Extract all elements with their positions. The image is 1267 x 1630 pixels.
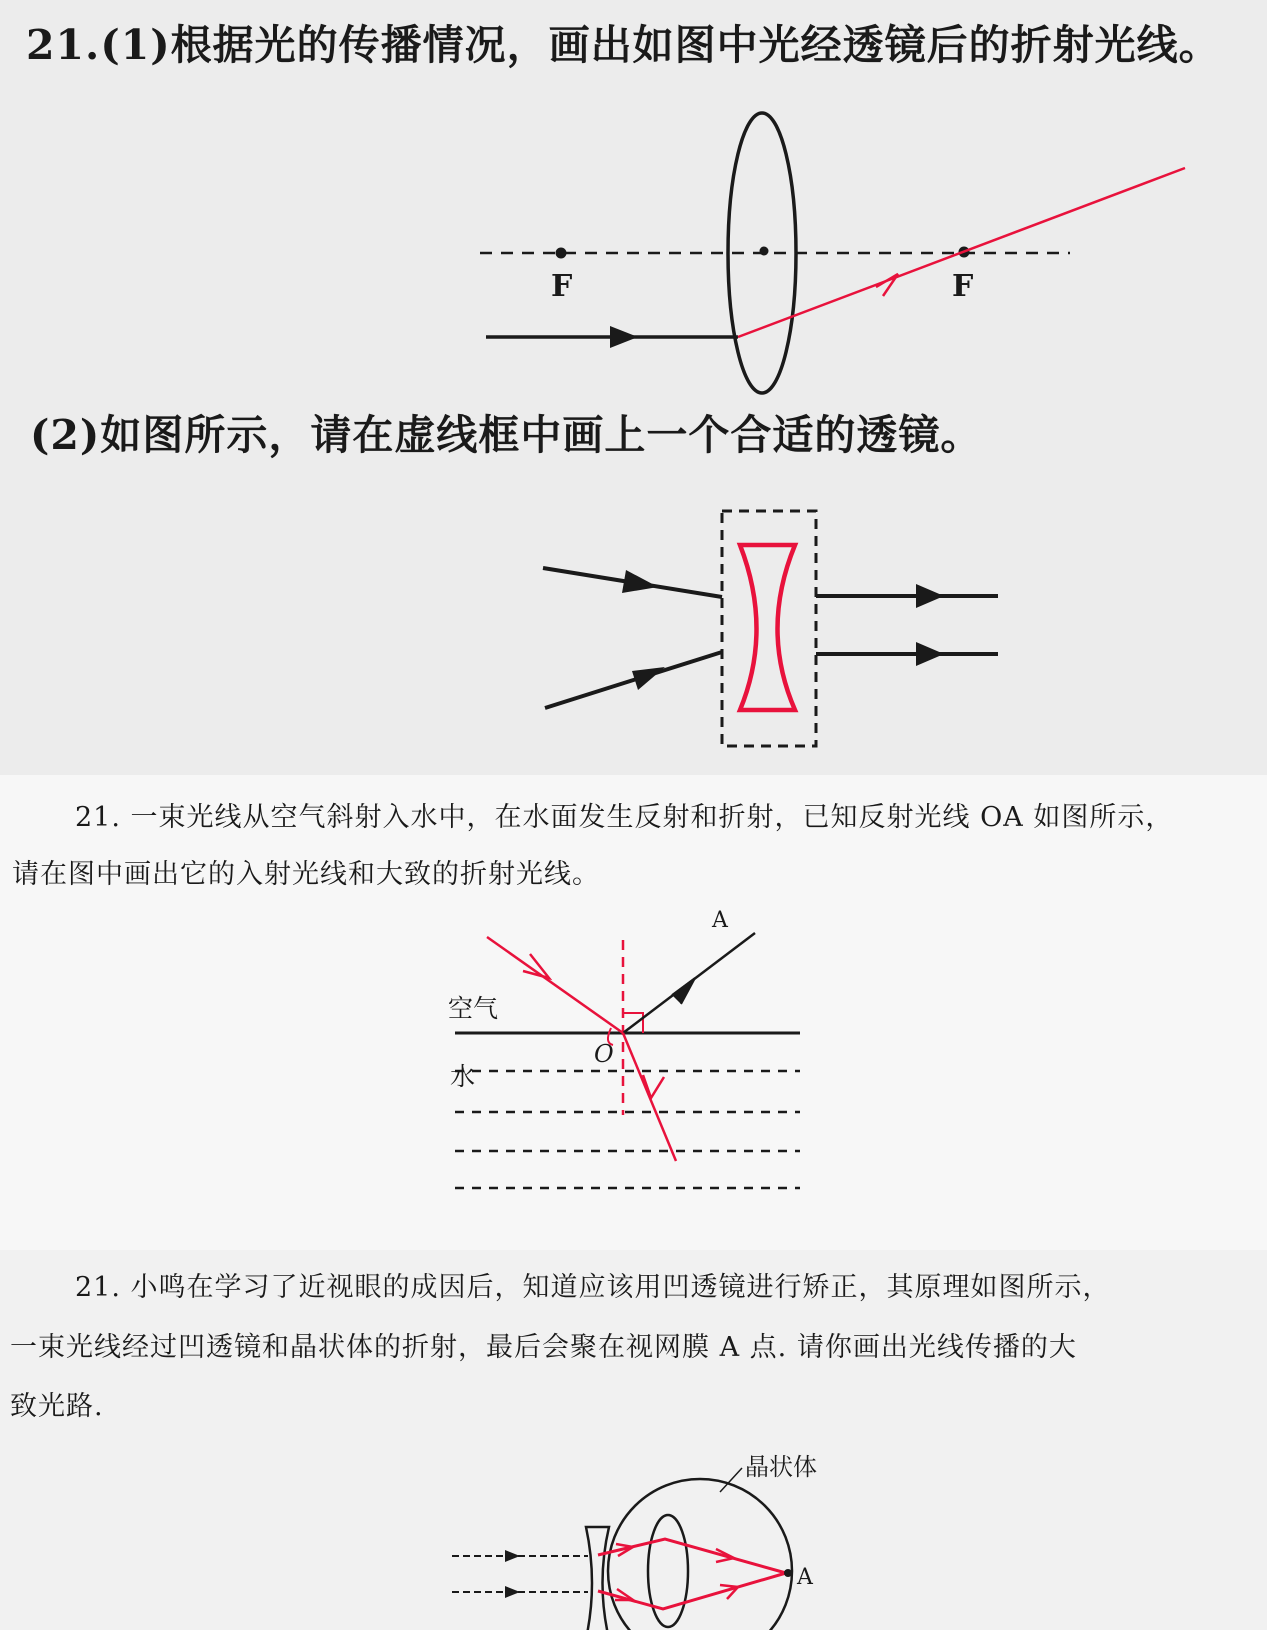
refracted-ray-arrow xyxy=(643,1075,664,1098)
incident-ray-answer xyxy=(487,937,623,1033)
refracted-ray-arrow xyxy=(876,274,898,296)
label-water: 水 xyxy=(450,1062,476,1091)
problem-1-part-2-text: (2)如图所示，请在虚线框中画上一个合适的透镜。 xyxy=(30,411,983,459)
upper-refracted-path xyxy=(598,1539,786,1573)
problem-1-part-1-text: 21.(1)根据光的传播情况，画出如图中光经透镜后的折射光线。 xyxy=(26,21,1221,69)
focus-right-label: F xyxy=(952,269,974,304)
lower-incident-arrow xyxy=(632,667,665,690)
eyeball xyxy=(608,1479,792,1630)
label-A: A xyxy=(797,1565,813,1590)
problem-3-panel xyxy=(0,1250,1267,1630)
problem-3-line-1: 21. 小鸣在学习了近视眼的成因后，知道应该用凹透镜进行矫正，其原理如图所示， xyxy=(75,1272,1111,1303)
problem-2-line-1: 21. 一束光线从空气斜射入水中，在水面发生反射和折射，已知反射光线 OA 如图所示， xyxy=(75,802,1174,833)
retina-point-A xyxy=(784,1569,792,1577)
concave-lens-answer xyxy=(740,545,795,710)
focus-left-dot xyxy=(556,248,567,259)
myopia-correction-diagram xyxy=(0,1400,1267,1630)
label-air: 空气 xyxy=(448,994,499,1023)
upper-incident-arrow xyxy=(622,570,658,593)
incident-ray-arrow xyxy=(610,326,638,348)
label-crystalline-lens: 晶状体 xyxy=(745,1453,817,1481)
lower-refracted-path xyxy=(598,1573,786,1609)
problem-1-panel xyxy=(0,0,1267,775)
concave-lens xyxy=(586,1527,609,1630)
problem-2-panel xyxy=(0,775,1267,1250)
problem-3-line-3: 致光路. xyxy=(10,1391,104,1422)
lower-incoming-arrow xyxy=(505,1586,520,1598)
optical-center-dot xyxy=(760,247,769,256)
focus-left-label: F xyxy=(551,269,573,304)
problem-2-line-2: 请在图中画出它的入射光线和大致的折射光线。 xyxy=(12,859,600,890)
reflection-refraction-diagram xyxy=(0,875,1267,1215)
lower-incident-ray xyxy=(545,652,722,708)
reflected-ray-arrow xyxy=(672,978,695,1004)
problem-3-line-2: 一束光线经过凹透镜和晶状体的折射，最后会聚在视网膜 A 点. 请你画出光线传播的大 xyxy=(10,1332,1077,1363)
label-O: O xyxy=(594,1040,614,1068)
lower-exit-arrow xyxy=(916,642,944,666)
dashed-box-diagram xyxy=(0,490,1267,775)
convex-lens-diagram xyxy=(0,0,1267,400)
label-A: A xyxy=(712,908,728,933)
crystalline-lens xyxy=(648,1515,688,1627)
upper-exit-arrow xyxy=(916,584,944,608)
upper-incoming-arrow xyxy=(505,1550,520,1562)
